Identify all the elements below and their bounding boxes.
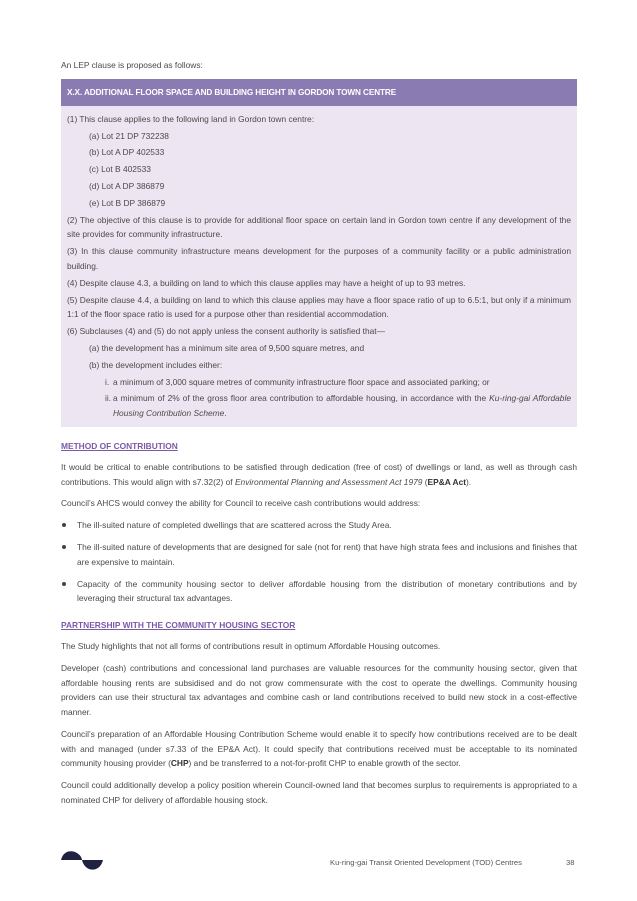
clause-heading: X.X. ADDITIONAL FLOOR SPACE AND BUILDING HEIGHT IN GORDON TOWN CENTRE (61, 79, 577, 106)
method-bullet-list (61, 518, 577, 606)
intro-text: An LEP clause is proposed as follows: (61, 60, 203, 70)
partnership-paragraph-4: Council could additionally develop a policy position wherein Council-owned land that becomes surplus to requirements is appropriated to a nominated CHP for delivery of affordable housing stock. (61, 780, 577, 806)
clause-6: (6) Subclauses (4) and (5) do not apply unless the consent authority is satisfied that— (67, 326, 385, 337)
page-number: 38 (566, 858, 575, 867)
partnership-p3-post: ) and be transferred to a not-for-profit CHP to enable growth of the sector. (188, 758, 461, 769)
partnership-paragraph-2: Developer (cash) contributions and concessional land purchases are valuable resources for the community housing sector, given that affordable housing rents are subsidised and do not grow commensurate with the cost to operate the dwellings. Community housing providers can use their structural tax advantages and combine cash or land contributions received to build new stock in a cost-effective manner. (61, 662, 577, 718)
method-paragraph-1 (61, 460, 577, 490)
clause-6b-ii (67, 391, 571, 421)
list-item: Capacity of the community housing sector to deliver affordable housing from the distribution of monetary contributions and by leveraging their structural tax advantages. (61, 577, 577, 607)
roman-numeral: i. (105, 376, 110, 387)
roman-numeral: ii. (105, 393, 112, 404)
partnership-section-title: PARTNERSHIP WITH THE COMMUNITY HOUSING SECTOR (61, 620, 296, 631)
method-section-title: METHOD OF CONTRIBUTION (61, 440, 178, 451)
clause-6b-ii-post: . (224, 408, 227, 419)
clause-4: (4) Despite clause 4.3, a building on land to which this clause applies may have a height of up to 93 metres. (67, 277, 466, 288)
chp-abbreviation: CHP (170, 758, 189, 769)
clause-1: (1) This clause applies to the following land in Gordon town centre: (67, 113, 315, 124)
lot-item: (e) Lot B DP 386879 (89, 197, 166, 208)
clause-6b: (b) the development includes either: (89, 359, 223, 370)
clause-6b-i (67, 375, 571, 390)
brand-wave-logo-icon (61, 848, 103, 872)
act-abbreviation: EP&A Act (427, 476, 467, 487)
partnership-p3-pre: Council’s preparation of an Affordable Housing Contribution Scheme would enable it to specify how contributions received are to be dealt with and managed (under s7.33 of the EP&A Act). It could specify that contributions received must be acceptable to its nominated community housing provider ( (61, 728, 577, 769)
clause-2: (2) The objective of this clause is to provide for additional floor space on certain land in Gordon town centre if any development of the site provides for community infrastructure. (67, 214, 571, 240)
clause-6b-ii-text (113, 391, 571, 421)
clause-6a: (a) the development has a minimum site area of 9,500 square metres, and (89, 342, 365, 353)
scheme-name: Ku-ring-gai Affordable Housing Contribution Scheme (113, 393, 571, 419)
act-name: Environmental Planning and Assessment Act 1979 (234, 476, 423, 487)
lot-item: (c) Lot B 402533 (89, 164, 151, 175)
footer-document-title: Ku-ring-gai Transit Oriented Development (TOD) Centres (330, 858, 522, 867)
page-content (61, 58, 577, 815)
lot-item: (d) Lot A DP 386879 (89, 180, 165, 191)
method-p1-pre: It would be critical to enable contributions to be satisfied through dedication (free of cost) of dwellings or land, as well as through cash contributions. This would align with s7.32(2) of (61, 461, 577, 487)
lot-item: (b) Lot A DP 402533 (89, 147, 165, 158)
clause-5: (5) Despite clause 4.4, a building on land to which this clause applies may have a floor space ratio of up to 6.5:1, but only if a minimum 1:1 of the floor space ratio is used for a purpose other than residential accommodation. (67, 294, 571, 320)
partnership-paragraph-1: The Study highlights that not all forms of contributions result in optimum Affordable Housing outcomes. (61, 640, 441, 651)
list-item: The ill-suited nature of completed dwellings that are scattered across the Study Area. (61, 518, 577, 533)
lep-clause-box (61, 79, 577, 427)
clause-6b-ii-pre: a minimum of 2% of the gross floor area contribution to affordable housing, in accordance with the (113, 393, 487, 404)
list-item: The ill-suited nature of developments that are designed for sale (not for rent) that have high strata fees and inclusions and finishes that are expensive to maintain. (61, 540, 577, 570)
lot-item: (a) Lot 21 DP 732238 (89, 130, 169, 141)
method-paragraph-2: Council’s AHCS would convey the ability for Council to receive cash contributions would address: (61, 498, 421, 509)
clause-6b-i-text: a minimum of 3,000 square metres of community infrastructure floor space and associated parking; or (113, 376, 490, 387)
clause-body (61, 106, 577, 427)
method-p1-close: ). (466, 476, 472, 487)
clause-3: (3) In this clause community infrastructure means development for the purposes of a community facility or a public administration building. (67, 246, 571, 271)
method-p1-open: ( (424, 476, 428, 487)
partnership-paragraph-3 (61, 727, 577, 771)
page-footer (0, 848, 637, 878)
